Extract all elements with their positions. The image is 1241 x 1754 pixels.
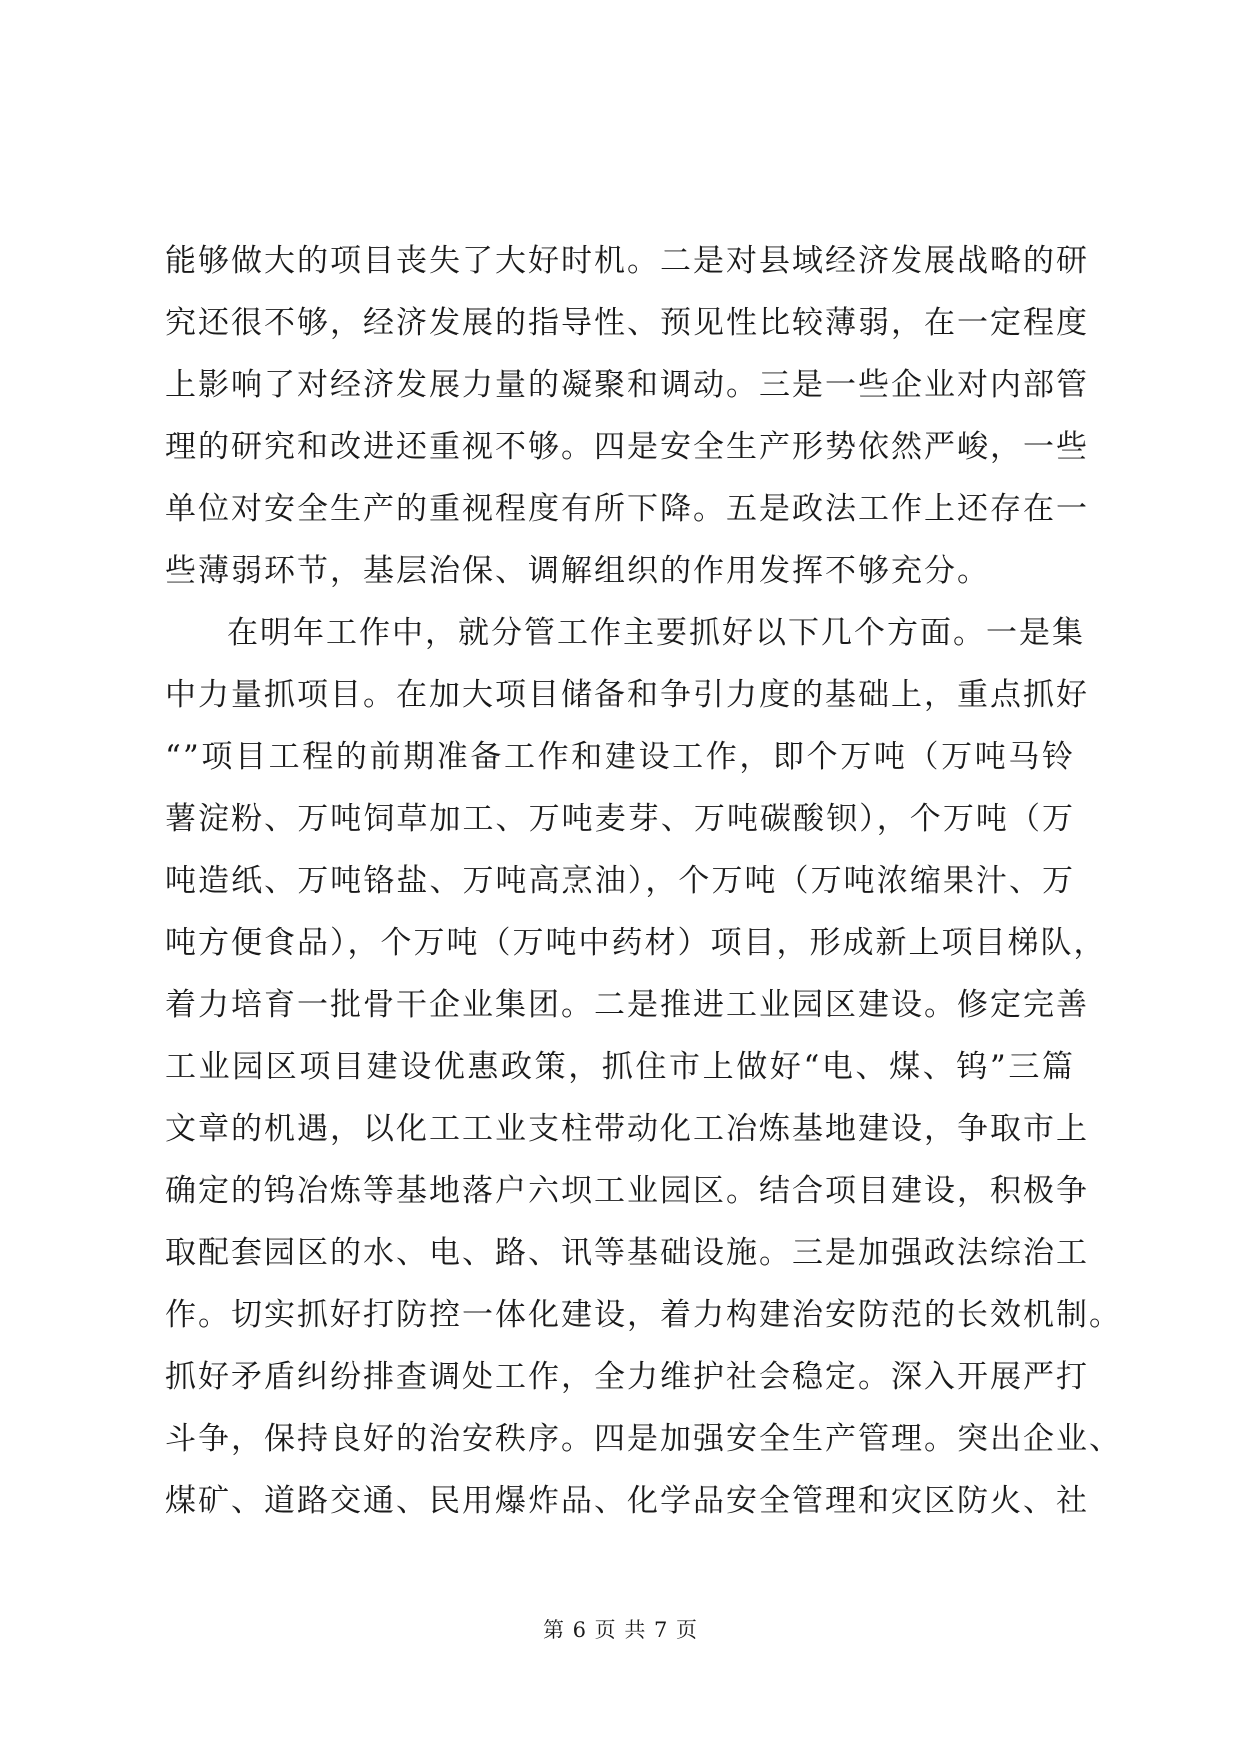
text-line: 取配套园区的水、电、路、讯等基础设施。三是加强政法综治工 — [165, 1235, 1089, 1271]
text-line: 吨造纸、万吨铬盐、万吨高烹油），个万吨（万吨浓缩果汁、万 — [165, 863, 1075, 899]
text-line: 斗争，保持良好的治安秩序。四是加强安全生产管理。突出企业、 — [165, 1421, 1122, 1457]
text-line: 单位对安全生产的重视程度有所下降。五是政法工作上还存在一 — [165, 491, 1089, 527]
text-line: 薯淀粉、万吨饲草加工、万吨麦芽、万吨碳酸钡），个万吨（万 — [165, 801, 1075, 837]
text-line: “”项目工程的前期准备工作和建设工作，即个万吨（万吨马铃 — [165, 739, 1075, 775]
text-line: 作。切实抓好打防控一体化建设，着力构建治安防范的长效机制。 — [165, 1297, 1122, 1333]
text-line: 些薄弱环节，基层治保、调解组织的作用发挥不够充分。 — [165, 553, 990, 589]
text-line: 煤矿、道路交通、民用爆炸品、化学品安全管理和灾区防火、社 — [165, 1483, 1089, 1519]
document-body — [165, 230, 1122, 1532]
text-line: 着力培育一批骨干企业集团。二是推进工业园区建设。修定完善 — [165, 987, 1089, 1023]
text-line: 工业园区项目建设优惠政策，抓住市上做好“电、煤、钨”三篇 — [165, 1049, 1075, 1085]
text-line: 吨方便食品），个万吨（万吨中药材）项目，形成新上项目梯队， — [165, 925, 1107, 961]
text-line: 文章的机遇，以化工工业支柱带动化工冶炼基地建设，争取市上 — [165, 1111, 1089, 1147]
text-line: 理的研究和改进还重视不够。四是安全生产形势依然严峻，一些 — [165, 429, 1089, 465]
text-line: 究还很不够，经济发展的指导性、预见性比较薄弱，在一定程度 — [165, 305, 1089, 341]
text-line: 确定的钨冶炼等基地落户六坝工业园区。结合项目建设，积极争 — [165, 1173, 1089, 1209]
page-number-footer: 第 6 页 共 7 页 — [542, 1618, 699, 1642]
text-line: 上影响了对经济发展力量的凝聚和调动。三是一些企业对内部管 — [165, 367, 1089, 403]
text-line: 在明年工作中，就分管工作主要抓好以下几个方面。一是集 — [227, 615, 1085, 651]
text-line: 中力量抓项目。在加大项目储备和争引力度的基础上，重点抓好 — [165, 677, 1089, 713]
paragraph-next-year-plan — [165, 602, 1122, 1532]
text-line: 能够做大的项目丧失了大好时机。二是对县域经济发展战略的研 — [165, 243, 1089, 279]
text-line: 抓好矛盾纠纷排查调处工作，全力维护社会稳定。深入开展严打 — [165, 1359, 1089, 1395]
paragraph-problems — [165, 230, 1089, 602]
